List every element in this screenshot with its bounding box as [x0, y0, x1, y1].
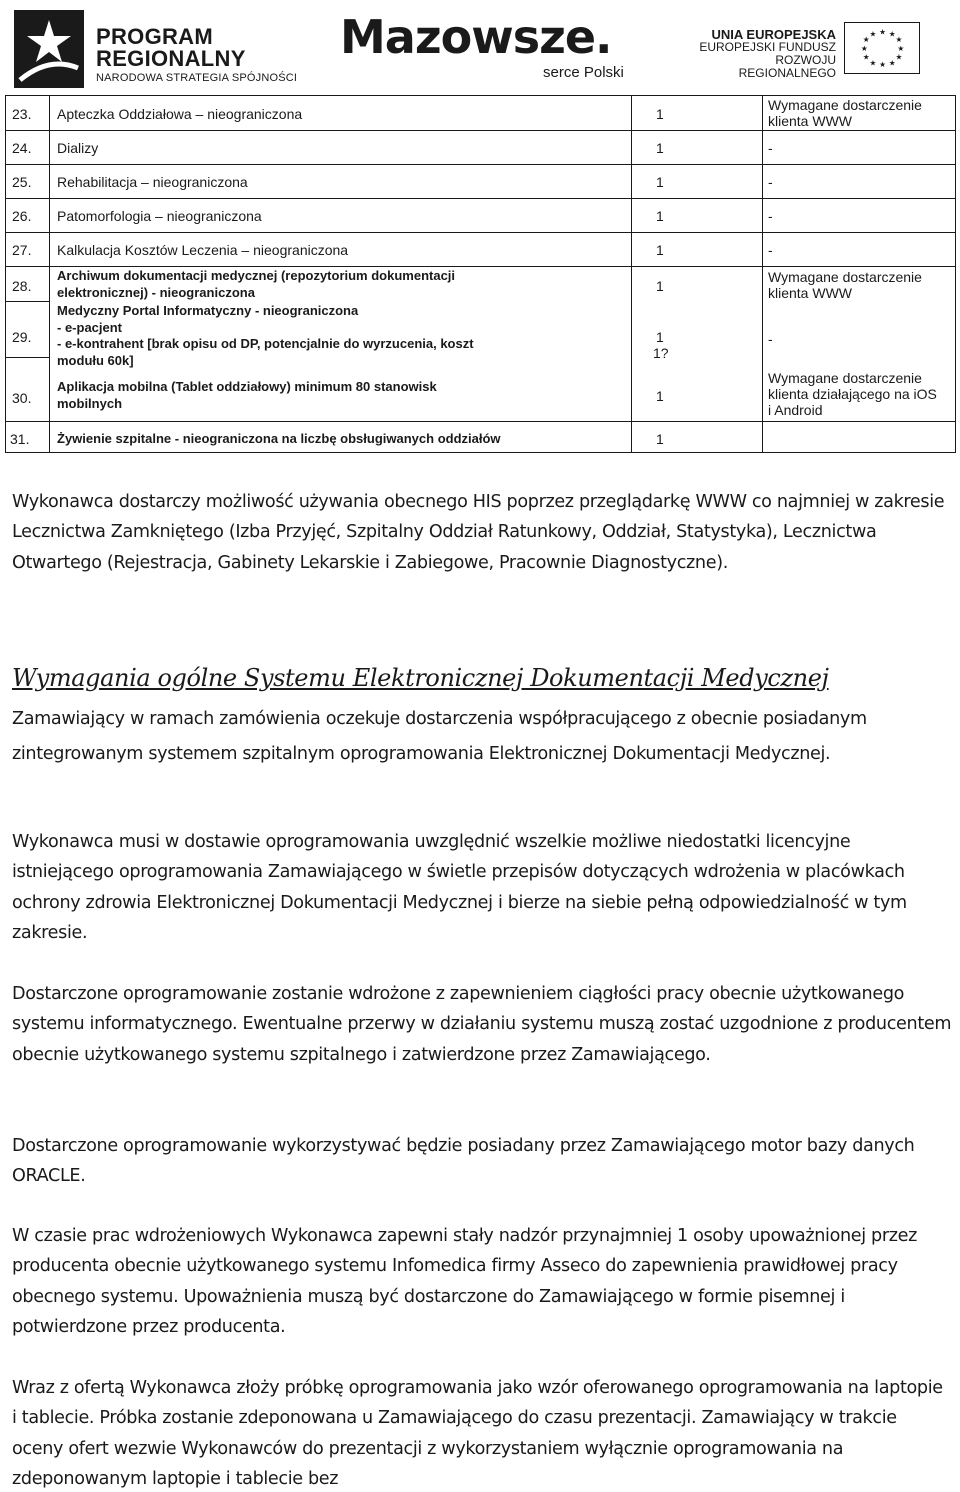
row-note-line: klienta WWW — [768, 113, 852, 129]
mazowsze-tagline: serce Polski — [543, 64, 624, 81]
row-name-line: Aplikacja mobilna (Tablet oddziałowy) minimum 80 stanowisk — [57, 379, 437, 394]
row-name: Żywienie szpitalne - nieograniczona na liczbę obsługiwanych oddziałów — [57, 431, 501, 446]
row-name — [57, 268, 455, 301]
header-logos — [0, 0, 960, 92]
svg-text:★: ★ — [879, 60, 887, 70]
row-number: 28. — [12, 278, 32, 294]
svg-text:★: ★ — [888, 29, 896, 39]
row-name: Dializy — [57, 140, 99, 156]
row-name — [57, 379, 437, 412]
row-qty: 1 — [656, 278, 664, 294]
row-name-line: - e-pacjent — [57, 319, 123, 335]
table-col-divider — [631, 96, 632, 452]
row-note-line: klienta WWW — [768, 285, 852, 301]
modules-table — [5, 95, 956, 453]
table-row-divider — [6, 232, 955, 233]
eu-flag-icon — [844, 22, 920, 74]
row-number: 24. — [12, 140, 32, 156]
svg-text:★: ★ — [862, 52, 870, 62]
row-name-line: - e-kontrahent [brak opisu od DP, potencjalnie do wyrzucenia, koszt — [57, 336, 474, 351]
row-name-line: elektronicznej) - nieograniczona — [57, 284, 255, 300]
paragraph-supervision: W czasie prac wdrożeniowych Wykonawca zapewni stały nadzór przynajmniej 1 osoby upoważnionej przez producenta obecnie użytkowanego systemu Infomedica firmy Asseco do zapewnienia prawidłowej pracy obecnego systemu. Upoważnienia muszą być dostarczone do Zamawiającego w formie pisemnej i potwierdzone przez producenta. — [12, 1226, 917, 1337]
section-title: Wymagania ogólne Systemu Elektronicznej Dokumentacji Medycznej — [12, 664, 829, 692]
row-note: - — [768, 208, 773, 224]
row-qty: 1 — [656, 140, 664, 156]
paragraph-sample: Wraz z ofertą Wykonawca złoży próbkę oprogramowania jako wzór oferowanego oprogramowania na laptopie i tablecie. Próbka zostanie zdeponowana u Zamawiającego do czasu prezentacji. Zamawiający w trakcie oceny ofert wezwie Wykonawców do prezentacji z wykorzystaniem wyłącznie oprogramowania na zdeponowanym laptopie i tablecie bez — [12, 1378, 943, 1489]
row-qty — [653, 329, 669, 361]
svg-text:★: ★ — [869, 58, 877, 68]
svg-text:★: ★ — [860, 43, 868, 53]
row-number: 23. — [12, 106, 32, 122]
row-qty: 1 — [656, 242, 664, 258]
row-note: - — [768, 174, 773, 190]
table-row-divider — [6, 301, 49, 302]
row-note: - — [768, 140, 773, 156]
row-name — [57, 303, 474, 369]
row-number: 31. — [10, 431, 30, 447]
row-note-line: Wymagane dostarczenie — [768, 370, 922, 386]
row-number: 26. — [12, 208, 32, 224]
eu-text — [680, 28, 836, 80]
row-note-line: klienta działającego na iOS — [768, 386, 937, 402]
svg-text:★: ★ — [888, 58, 896, 68]
row-number: 29. — [12, 329, 32, 345]
eu-line3: ROZWOJU REGIONALNEGO — [738, 53, 836, 80]
table-row-divider — [6, 164, 955, 165]
row-name: Rehabilitacja – nieograniczona — [57, 174, 248, 190]
program-title-line1: PROGRAM — [96, 24, 213, 49]
svg-text:★: ★ — [895, 52, 903, 62]
svg-text:★: ★ — [879, 27, 887, 37]
row-note-line: Wymagane dostarczenie — [768, 97, 922, 113]
row-number: 27. — [12, 242, 32, 258]
program-title-line2: REGIONALNY — [96, 46, 246, 71]
row-note: - — [768, 331, 773, 347]
row-qty-line: 1 — [656, 329, 664, 345]
row-note — [768, 97, 922, 129]
row-note-line: Wymagane dostarczenie — [768, 269, 922, 285]
row-qty: 1 — [656, 174, 664, 190]
paragraph-continuity: Dostarczone oprogramowanie zostanie wdrożone z zapewnieniem ciągłości pracy obecnie użytkowanego systemu informatycznego. Ewentualne przerwy w działaniu systemu muszą zostać uzgodnione z producentem obecnie użytkowanego systemu szpitalnego i zatwierdzone przez Zamawiającego. — [12, 984, 952, 1065]
row-name: Apteczka Oddziałowa – nieograniczona — [57, 106, 303, 122]
mazowsze-wordmark: Mazowsze. — [340, 10, 612, 64]
table-col-divider — [762, 96, 763, 452]
program-subtitle: NARODOWA STRATEGIA SPÓJNOŚCI — [96, 72, 298, 84]
paragraph-oracle: Dostarczone oprogramowanie wykorzystywać będzie posiadany przez Zamawiającego motor bazy danych ORACLE. — [12, 1136, 915, 1187]
paragraph-licensing: Wykonawca musi w dostawie oprogramowania uwzględnić wszelkie możliwe niedostatki licencyjne istniejącego oprogramowania Zamawiającego w świetle przepisów dotyczących wdrożenia w placówkach ochrony zdrowia Elektronicznej Dokumentacji Medycznej i bierze na siebie pełną odpowiedzialność w tym zakresie. — [12, 832, 907, 943]
table-row-divider — [6, 357, 49, 358]
eu-line1: UNIA EUROPEJSKA — [711, 27, 836, 42]
table-row-divider — [6, 421, 955, 422]
svg-text:★: ★ — [895, 35, 903, 45]
row-number: 30. — [12, 390, 32, 406]
row-number: 25. — [12, 174, 32, 190]
table-row-divider — [6, 198, 955, 199]
paragraph-edm-requirement: Zamawiający w ramach zamówienia oczekuje dostarczenia współpracującego z obecnie posiadanym zintegrowanym systemem szpitalnym oprogramowania Elektronicznej Dokumentacji Medycznej. — [12, 709, 867, 764]
svg-text:★: ★ — [897, 43, 905, 53]
row-note — [768, 269, 922, 301]
eu-logo — [680, 22, 950, 82]
row-qty-line: 1? — [653, 345, 669, 361]
row-note — [768, 370, 937, 418]
mazowsze-logo — [340, 10, 640, 90]
row-name: Patomorfologia – nieograniczona — [57, 208, 262, 224]
row-note: - — [768, 242, 773, 258]
row-qty: 1 — [656, 106, 664, 122]
row-qty: 1 — [656, 431, 664, 447]
paragraph-his-browser: Wykonawca dostarczy możliwość używania obecnego HIS poprzez przeglądarkę WWW co najmniej w zakresie Lecznictwa Zamkniętego (Izba Przyjęć, Szpitalny Oddział Ratunkowy, Oddział, Statystyka), Lecznictwa Otwartego (Rejestracja, Gabinety Lekarskie i Zabiegowe, Pracownie Diagnostyczne). — [12, 492, 945, 573]
program-regionalny-logo — [14, 10, 304, 88]
table-row-divider — [6, 266, 955, 267]
row-note-line: i Android — [768, 402, 823, 418]
svg-text:★: ★ — [869, 29, 877, 39]
table-row-divider — [6, 130, 955, 131]
eu-line2: EUROPEJSKI FUNDUSZ — [699, 40, 836, 54]
row-name-line: mobilnych — [57, 395, 123, 411]
program-star-flag-icon — [14, 10, 84, 88]
row-qty: 1 — [656, 208, 664, 224]
svg-text:★: ★ — [862, 35, 870, 45]
row-qty: 1 — [656, 388, 664, 404]
table-col-divider — [49, 96, 50, 452]
program-title — [96, 26, 246, 70]
row-name-line: Medyczny Portal Informatyczny - nieograniczona — [57, 303, 359, 318]
row-name-line: modułu 60k] — [57, 352, 134, 368]
row-name-line: Archiwum dokumentacji medycznej (repozytorium dokumentacji — [57, 268, 456, 283]
row-name: Kalkulacja Kosztów Leczenia – nieograniczona — [57, 242, 349, 258]
